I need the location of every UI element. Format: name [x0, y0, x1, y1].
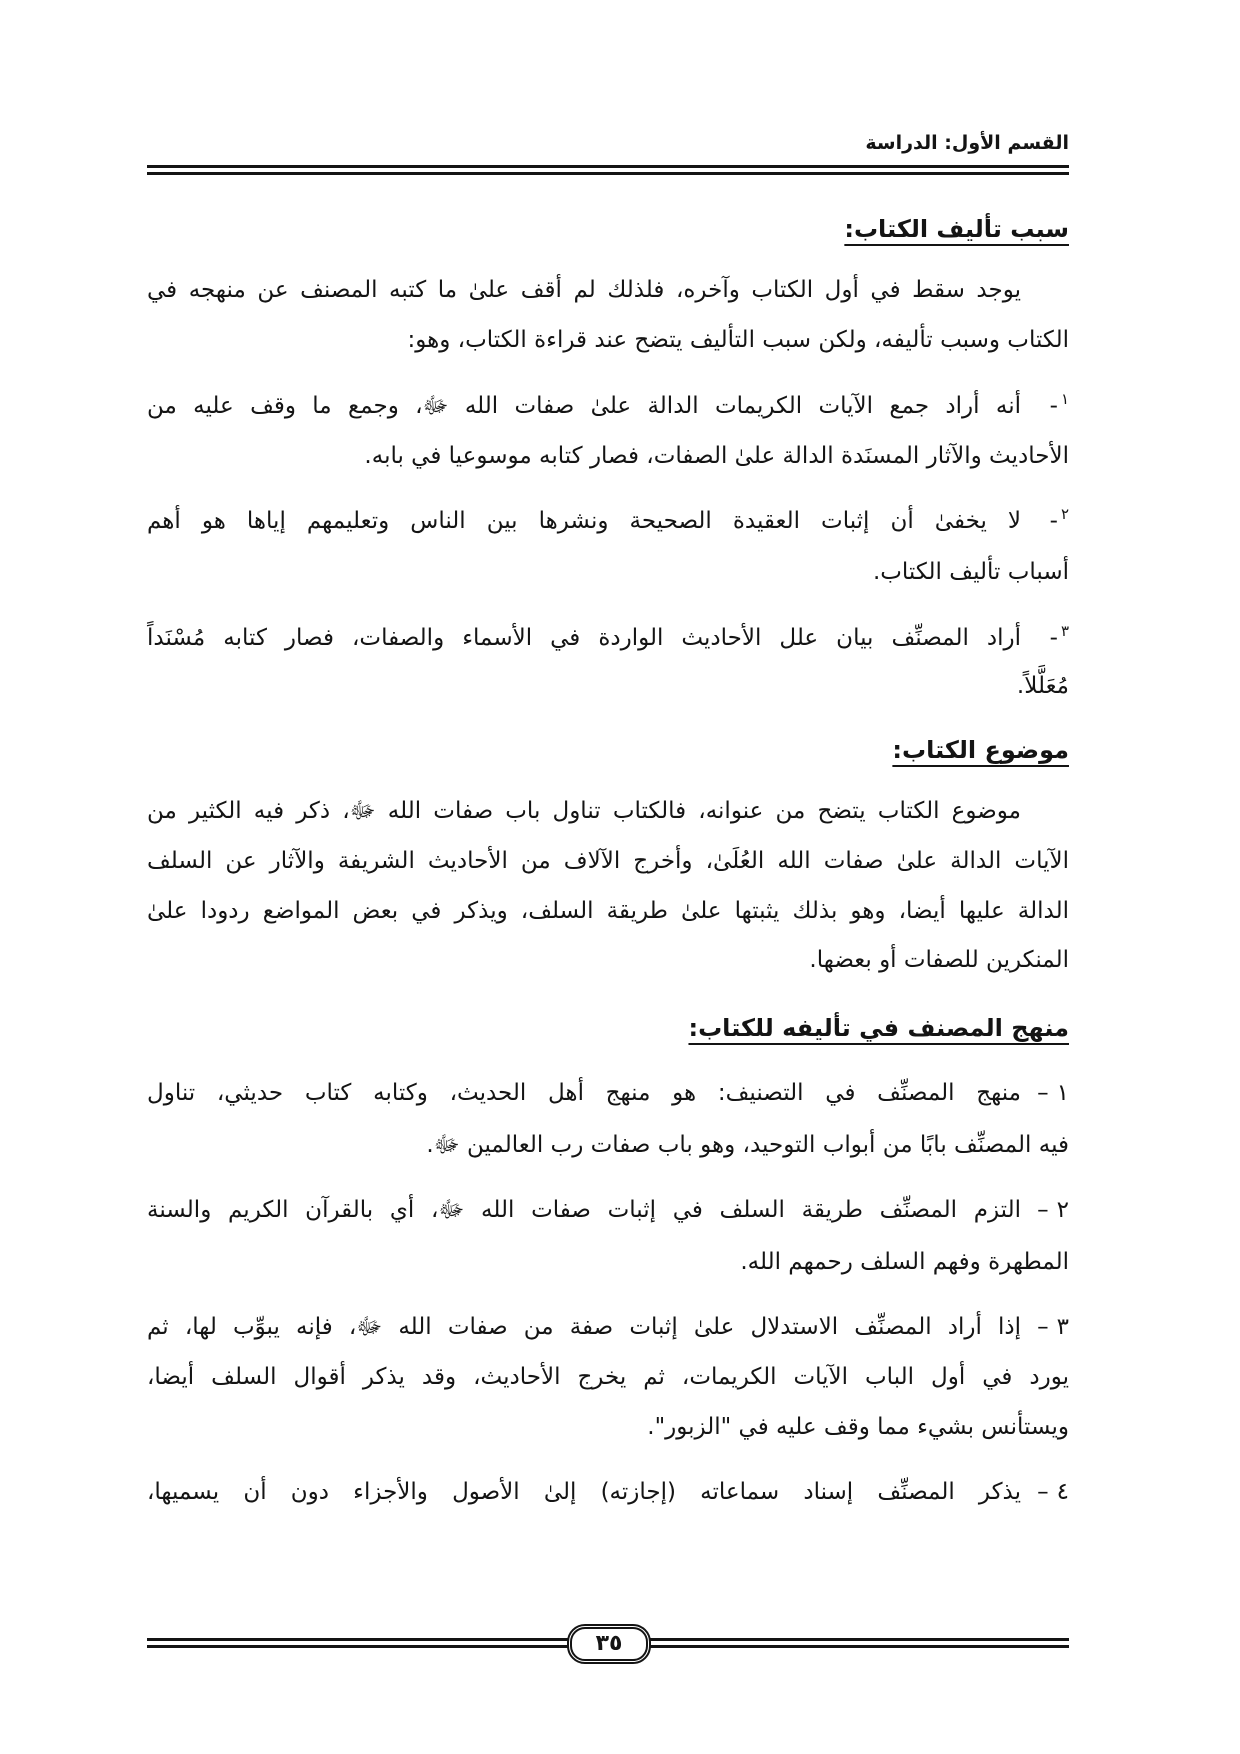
- list-item-continuation: [147, 1125, 1069, 1165]
- paragraph-text: الكتاب وسبب تأليفه، ولكن سبب التأليف يتضح عند قراءة الكتاب، وهو:: [407, 327, 1069, 353]
- running-header-title: القسم الأول: الدراسة: [865, 132, 1069, 154]
- list-item-continuation: [147, 552, 1069, 592]
- item-marker: –: [1037, 1197, 1049, 1223]
- paragraph-line: [147, 891, 1069, 931]
- list-item-text: الأحاديث والآثار المسنَدة الدالة علىٰ الصفات، فصار كتابه موسوعيا في بابه.: [364, 443, 1069, 469]
- header-rule-top: [147, 165, 1069, 168]
- paragraph-line: [147, 270, 1069, 310]
- list-item-continuation: [147, 1357, 1069, 1397]
- list-item: [147, 618, 1069, 660]
- list-item-number: [1021, 386, 1069, 428]
- item-marker: -: [1049, 393, 1058, 419]
- paragraph-text: يوجد سقط في أول الكتاب وآخره، فلذلك لم أقف علىٰ ما كتبه المصنف عن منهجه في: [147, 277, 1021, 303]
- paragraph-line: [147, 940, 1069, 980]
- item-numeral: ٢: [1060, 505, 1069, 523]
- list-item-number: [1021, 1073, 1069, 1113]
- item-numeral: ٣: [1060, 622, 1069, 640]
- list-item-continuation: [147, 1242, 1069, 1282]
- list-item-number: [1021, 1307, 1069, 1347]
- item-marker: -: [1049, 508, 1058, 534]
- list-item-number: [1021, 1190, 1069, 1230]
- list-item-text: يورد في أول الباب الآيات الكريمات، ثم يخرج الأحاديث، وقد يذكر أقوال السلف أيضا،: [147, 1364, 1069, 1390]
- paragraph-text: الآيات الدالة علىٰ صفات الله العُلَىٰ، وأخرج الآلاف من الأحاديث الشريفة والآثار عن السلف: [147, 848, 1069, 874]
- list-item: [147, 1190, 1069, 1230]
- list-item-continuation: [147, 1407, 1069, 1447]
- paragraph-line: [147, 791, 1069, 831]
- section-heading-methodology: منهج المصنف في تأليفه للكتاب:: [688, 1014, 1069, 1042]
- list-item: [147, 1073, 1069, 1113]
- list-item-text: أنه أراد جمع الآيات الكريمات الدالة علىٰ صفات الله ﷻ، وجمع ما وقف عليه من: [147, 393, 1021, 419]
- item-marker: –: [1037, 1314, 1049, 1340]
- item-numeral: ٤: [1056, 1479, 1069, 1505]
- list-item-text: لا يخفىٰ أن إثبات العقيدة الصحيحة ونشرها بين الناس وتعليمهم إياها هو أهم: [147, 508, 1021, 534]
- list-item-continuation: [147, 436, 1069, 476]
- item-numeral: ١: [1060, 390, 1069, 408]
- list-item-text: التزم المصنِّف طريقة السلف في إثبات صفات الله ﷻ، أي بالقرآن الكريم والسنة: [147, 1197, 1021, 1223]
- list-item-text: مُعَلَّلاً.: [1016, 673, 1069, 699]
- list-item-text: أسباب تأليف الكتاب.: [872, 559, 1069, 585]
- list-item-continuation: [147, 666, 1069, 706]
- item-numeral: ١: [1056, 1080, 1069, 1106]
- list-item-text: منهج المصنِّف في التصنيف: هو منهج أهل الحديث، وكتابه كتاب حديثي، تناول: [147, 1080, 1021, 1106]
- list-item: [147, 1472, 1069, 1512]
- header-rule-bottom: [147, 172, 1069, 175]
- list-item-number: [1021, 1472, 1069, 1512]
- page-number: ٣٥: [595, 1631, 623, 1656]
- section-heading-reason: سبب تأليف الكتاب:: [844, 215, 1069, 243]
- paragraph-line: [147, 841, 1069, 881]
- paragraph-text: موضوع الكتاب يتضح من عنوانه، فالكتاب تناول باب صفات الله ﷻ، ذكر فيه الكثير من: [147, 798, 1021, 824]
- list-item: [147, 386, 1069, 428]
- item-marker: -: [1049, 625, 1058, 651]
- page-number-frame: [567, 1624, 651, 1664]
- list-item-text: يذكر المصنِّف إسناد سماعاته (إجازته) إلىٰ الأصول والأجزاء دون أن يسميها،: [147, 1479, 1021, 1505]
- list-item-text: إذا أراد المصنِّف الاستدلال علىٰ إثبات صفة من صفات الله ﷻ، فإنه يبوِّب لها، ثم: [147, 1314, 1021, 1340]
- list-item-text: ويستأنس بشيء مما وقف عليه في "الزبور".: [647, 1414, 1069, 1440]
- list-item-number: [1021, 618, 1069, 660]
- item-numeral: ٣: [1056, 1314, 1069, 1340]
- list-item-text: أراد المصنِّف بيان علل الأحاديث الواردة في الأسماء والصفات، فصار كتابه مُسْنَداً: [147, 625, 1021, 651]
- item-marker: –: [1037, 1479, 1049, 1505]
- item-numeral: ٢: [1056, 1197, 1069, 1223]
- list-item-text: المطهرة وفهم السلف رحمهم الله.: [740, 1249, 1069, 1275]
- item-marker: –: [1037, 1080, 1049, 1106]
- paragraph-text: الدالة عليها أيضا، وهو بذلك يثبتها علىٰ طريقة السلف، ويذكر في بعض المواضع ردودا علىٰ: [147, 898, 1069, 924]
- list-item: [147, 1307, 1069, 1347]
- paragraph-line: [147, 320, 1069, 360]
- list-item-number: [1021, 501, 1069, 543]
- paragraph-text: المنكرين للصفات أو بعضها.: [809, 947, 1069, 973]
- section-heading-subject: موضوع الكتاب:: [892, 736, 1069, 764]
- list-item: [147, 501, 1069, 543]
- list-item-text: فيه المصنِّف بابًا من أبواب التوحيد، وهو باب صفات رب العالمين ﷻ.: [426, 1132, 1069, 1158]
